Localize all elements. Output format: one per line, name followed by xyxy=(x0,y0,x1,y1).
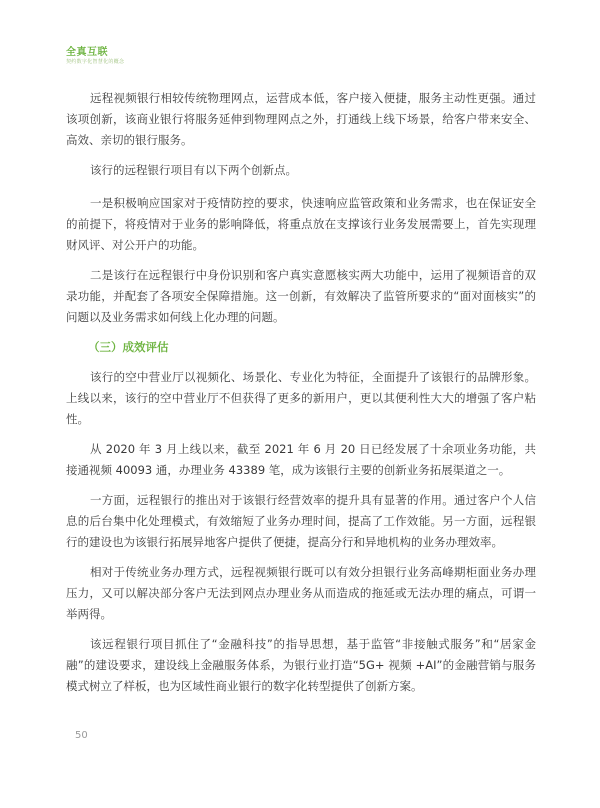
logo-title: 全真互联 xyxy=(66,47,108,58)
header-logo xyxy=(66,47,124,66)
document-body xyxy=(66,88,536,697)
paragraph-innovation-one: 一是积极响应国家对于疫情防控的要求，快速响应监管政策和业务需求，也在保证安全的前提下，将疫情对于业务的影响降低，将重点放在支撑该行业务发展需要上，首先实现理财风评、对公开户的功能。 xyxy=(66,196,536,252)
paragraph-intro: 远程视频银行相较传统物理网点，运营成本低，客户接入便捷，服务主动性更强。通过该项创新，该商业银行将服务延伸到物理网点之外，打通线上线下场景，给客户带来安全、高效、亲切的银行服务。 xyxy=(66,91,536,147)
paragraph-conclusion: 该远程银行项目抓住了“金融科技”的指导思想，基于监管“非接触式服务”和“居家金融”的建设要求，建设线上金融服务体系，为银行业打造“5G+ 视频 +AI”的金融营销与服务模式树立了样板，也为区域性商业银行的数字化转型提供了创新方案。 xyxy=(66,637,536,693)
paragraph-efficiency: 一方面，远程银行的推出对于该银行经营效率的提升具有显著的作用。通过客户个人信息的后台集中化处理模式，有效缩短了业务办理时间，提高了工作效能。另一方面，远程银行的建设也为该银行拓展异地客户提供了便捷，提高分行和异地机构的业务办理效率。 xyxy=(66,493,536,549)
paragraph-innovation-two: 二是该行在远程银行中身份识别和客户真实意愿核实两大功能中，运用了视频语音的双录功能，并配套了各项安全保障措施。这一创新，有效解决了监管所要求的“面对面核实”的问题以及业务需求如何线上化办理的问题。 xyxy=(66,268,536,324)
page-number: 50 xyxy=(75,730,88,741)
paragraph-innovation-intro: 该行的远程银行项目有以下两个创新点。 xyxy=(90,163,297,177)
paragraph-comparison: 相对于传统业务办理方式，远程视频银行既可以有效分担银行业务高峰期柜面业务办理压力，又可以解决部分客户无法到网点办理业务从而造成的拖延或无法办理的痛点，可谓一举两得。 xyxy=(66,565,536,621)
section-heading-evaluation: （三）成效评估 xyxy=(88,340,169,354)
paragraph-brand-image: 该行的空中营业厅以视频化、场景化、专业化为特征，全面提升了该银行的品牌形象。上线以来，该行的空中营业厅不但获得了更多的新用户，更以其便利性大大的增强了客户粘性。 xyxy=(66,370,536,426)
paragraph-statistics: 从 2020 年 3 月上线以来，截至 2021 年 6 月 20 日已经发展了十余项业务功能，共接通视频 40093 通，办理业务 43389 笔，成为该银行主要的创新业务拓展渠道之一。 xyxy=(66,442,536,477)
logo-subtitle: 契约数字化智慧化的概念 xyxy=(66,59,125,65)
